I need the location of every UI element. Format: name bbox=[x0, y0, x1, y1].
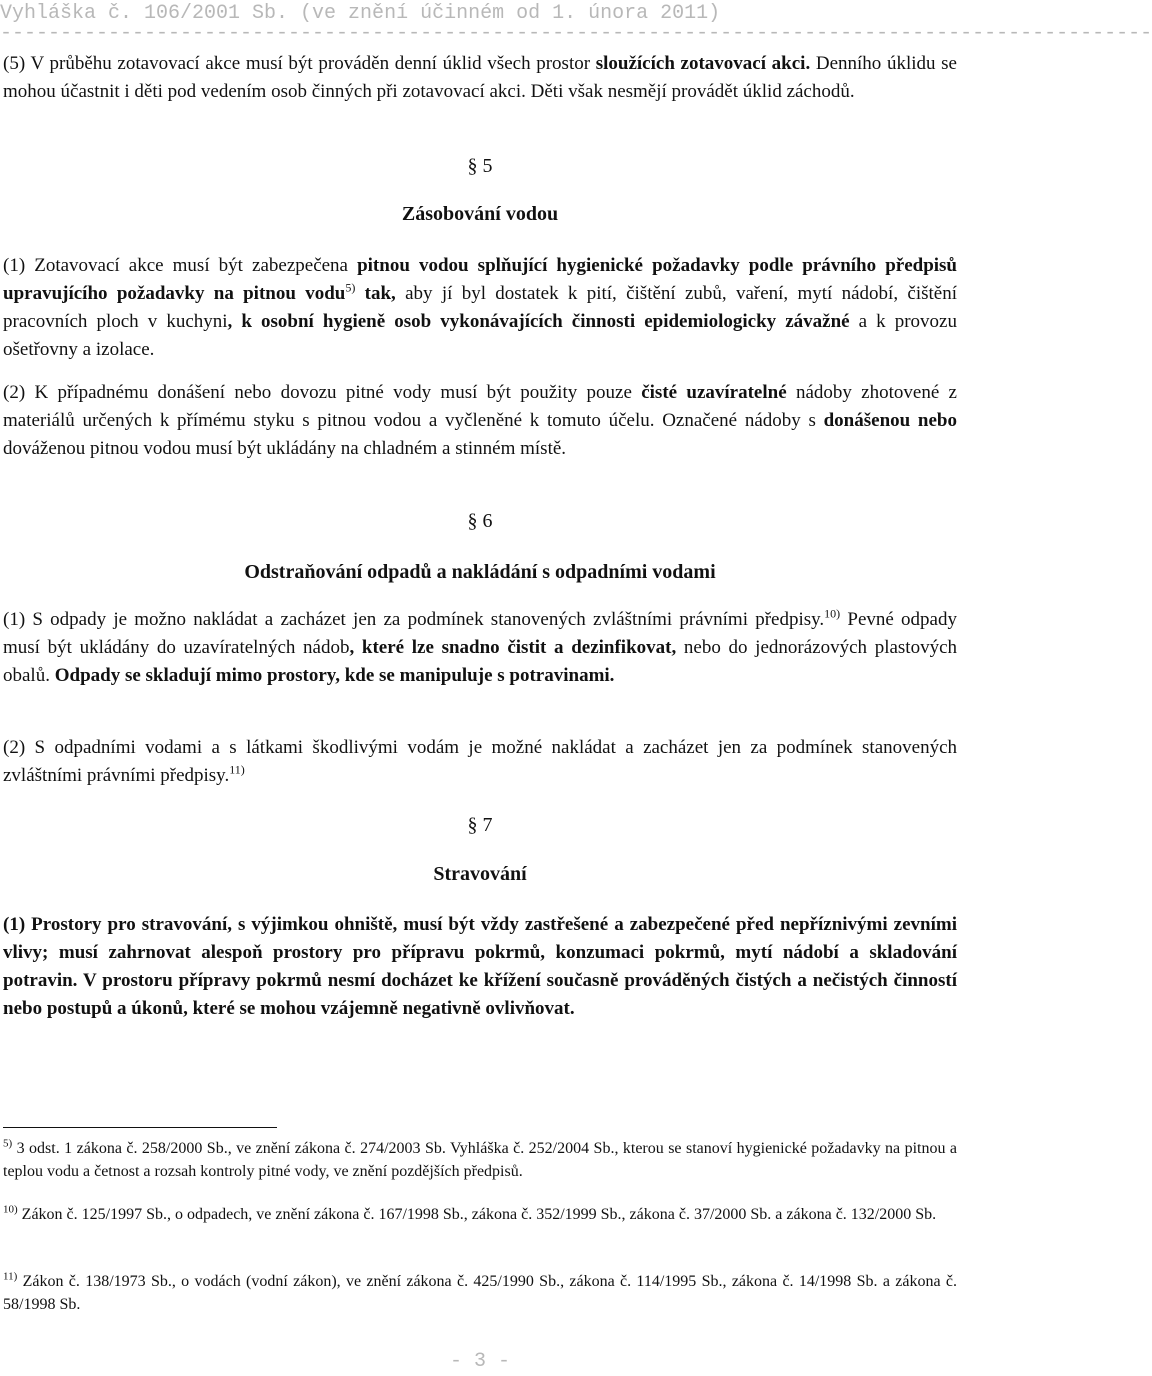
text-run: a k provozu ošetřovny a izolace. bbox=[3, 311, 957, 360]
footnote-text: Zákon č. 125/1997 Sb., o odpadech, ve znění zákona č. 167/1998 Sb., zákona č. 352/1999 Sb., zákona č. 37/2000 Sb. a zákona č. 132/2000 Sb. bbox=[17, 1206, 937, 1223]
bold-run: , k osobní hygieně osob vykonávajících činnosti epidemiologicky závažné bbox=[227, 311, 850, 332]
paragraph-6-1 bbox=[3, 606, 957, 690]
footnote-11 bbox=[3, 1270, 957, 1316]
bold-run: Odpady se skladují mimo prostory, kde se manipuluje s potravinami. bbox=[54, 665, 615, 686]
bold-run: čisté uzavíratelné bbox=[641, 382, 787, 403]
footnote-separator bbox=[3, 1127, 277, 1128]
paragraph-7-1: (1) Prostory pro stravování, s výjimkou ohniště, musí být vždy zastřešené a zabezpečené před nepříznivými zevními vlivy; musí zahrnovat alespoň prostory pro přípravu pokrmů, konzumaci pokrmů, mytí nádobí a skladování potravin. V prostoru přípravy pokrmů nesmí docházet ke křížení současně prováděných čistých a nečistých činností nebo postupů a úkonů, které se mohou vzájemně negativně ovlivňovat. bbox=[3, 914, 957, 1019]
footnote-5 bbox=[3, 1137, 957, 1183]
text-run: (1) S odpady je možno nakládat a zacházet jen za podmínek stanovených zvláštními právními předpisy. bbox=[3, 609, 825, 630]
footnote-mark: 11) bbox=[3, 1270, 18, 1283]
footnote-mark: 10) bbox=[3, 1203, 18, 1216]
text-run: nádoby zhotovené z materiálů určených k přímému styku s pitnou vodou a vyčleněné k tomuto účelu. Označené nádoby s bbox=[3, 382, 957, 431]
bold-run: pitnou vodou splňující hygienické požadavky podle právního předpisů upravujícího požadavky na pitnou vodu bbox=[3, 255, 957, 304]
footnote-text: Zákon č. 138/1973 Sb., o vodách (vodní zákon), ve znění zákona č. 425/1990 Sb., zákona č. 114/1995 Sb., zákona č. 14/1998 Sb. a zákona č. 58/1998 Sb. bbox=[3, 1273, 957, 1313]
bold-run: sloužících zotavovací akci. bbox=[595, 53, 811, 74]
paragraph-5-1 bbox=[3, 252, 957, 364]
bold-run: tak, bbox=[355, 283, 396, 304]
paragraph-6-2 bbox=[3, 734, 957, 790]
section-6-number: § 6 bbox=[467, 510, 493, 532]
page-number: - 3 - bbox=[449, 1350, 510, 1373]
text-run: aby jí byl dostatek k pití, čištění zubů, vaření, mytí nádobí, čištění pracovních ploch v kuchyni bbox=[3, 283, 957, 332]
footnote-ref-11: 11) bbox=[229, 762, 245, 777]
text-run: (1) Zotavovací akce musí být zabezpečena bbox=[3, 255, 358, 276]
paragraph-5-2 bbox=[3, 379, 957, 463]
text-run: Denního úklidu se mohou účastnit i děti pod vedením osob činných při zotavovací akci. Děti však nesmějí provádět úklid záchodů. bbox=[3, 53, 957, 102]
footnote-10 bbox=[3, 1203, 957, 1226]
footnote-ref-10: 10) bbox=[824, 606, 841, 621]
text-run: (5) V průběhu zotavovací akce musí být prováděn denní úklid všech prostor bbox=[3, 53, 596, 74]
section-7-title: Stravování bbox=[433, 863, 527, 885]
section-6-title: Odstraňování odpadů a nakládání s odpadními vodami bbox=[244, 561, 716, 583]
text-run: nebo do jednorázových plastových obalů. bbox=[3, 637, 958, 686]
bold-run: donášenou nebo bbox=[823, 410, 957, 431]
section-5-title: Zásobování vodou bbox=[401, 203, 559, 225]
footnote-ref-5: 5) bbox=[345, 280, 356, 295]
header-rule: ------------------------------------------------------------------------------------------------ bbox=[0, 22, 1152, 45]
footnote-text: 3 odst. 1 zákona č. 258/2000 Sb., ve znění zákona č. 274/2003 Sb. Vyhláška č. 252/2004 Sb., kterou se stanoví hygienické požadavky na pitnou a teplou vodu a četnost a rozsah kontroly pitné vody, ve znění pozdějších předpisů. bbox=[3, 1140, 957, 1180]
paragraph-4-5 bbox=[3, 50, 957, 106]
section-5-number: § 5 bbox=[467, 155, 493, 177]
bold-run: , které lze snadno čistit a dezinfikovat, bbox=[349, 637, 677, 658]
text-run: (2) K případnému donášení nebo dovozu pitné vody musí být použity pouze bbox=[3, 382, 642, 403]
text-run: dováženou pitnou vodou musí být ukládány na chladném a stinném místě. bbox=[3, 438, 567, 459]
footnote-mark: 5) bbox=[3, 1137, 13, 1150]
text-run: Pevné odpady musí být ukládány do uzavíratelných nádob bbox=[3, 609, 957, 658]
document-header: Vyhláška č. 106/2001 Sb. (ve znění účinném od 1. února 2011) bbox=[0, 2, 721, 25]
section-7-number: § 7 bbox=[467, 814, 493, 836]
text-run: (2) S odpadními vodami a s látkami škodlivými vodám je možné nakládat a zacházet jen za podmínek stanovených zvláštními právními předpisy. bbox=[3, 737, 957, 786]
